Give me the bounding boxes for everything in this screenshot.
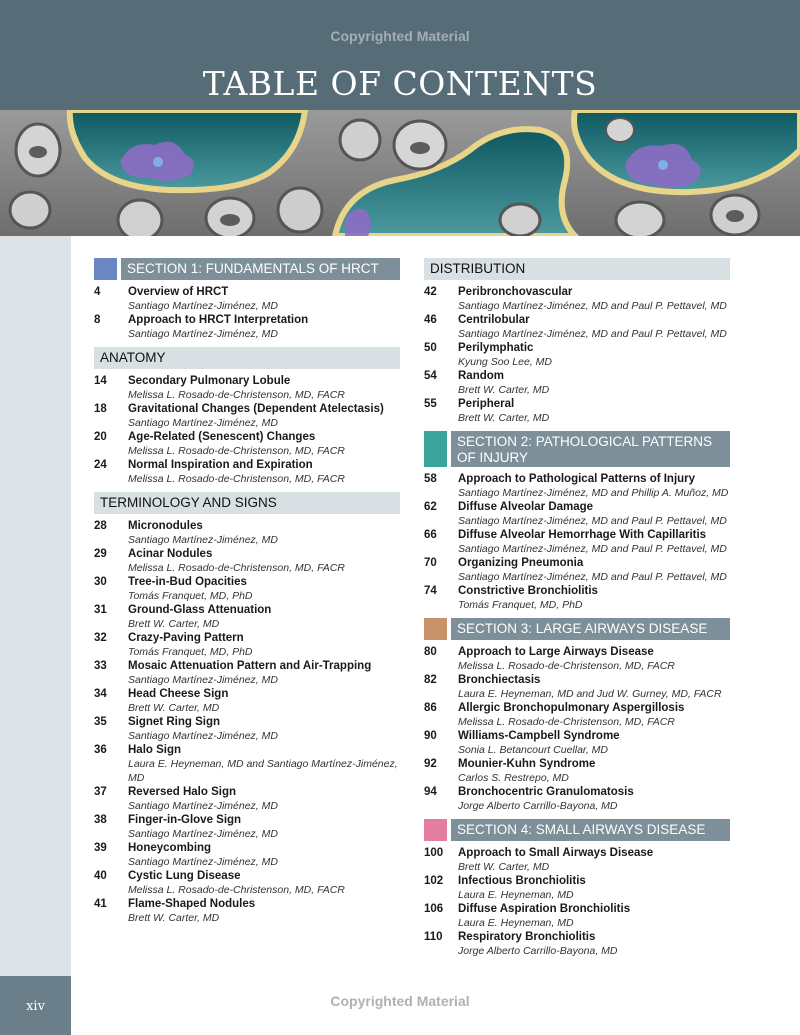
toc-entry[interactable] [94,547,400,575]
entry-page-number: 102 [424,875,444,887]
toc-entry[interactable] [94,458,400,486]
section-1-list [94,285,400,341]
toc-entry[interactable] [94,743,400,785]
toc-entry[interactable] [424,528,730,556]
toc-entry[interactable] [424,757,730,785]
entry-title: Peribronchovascular [458,286,573,298]
entry-page-number: 94 [424,786,437,798]
entry-author: Kyung Soo Lee, MD [458,356,552,368]
terminology-title: TERMINOLOGY AND SIGNS [94,492,400,514]
entry-title: Cystic Lung Disease [128,870,241,882]
entry-page-number: 66 [424,529,437,541]
entry-title: Random [458,370,504,382]
entry-title: Normal Inspiration and Expiration [128,459,313,471]
entry-author: Brett W. Carter, MD [128,618,220,630]
toc-left-column [94,258,400,925]
section-1-swatch [94,258,117,280]
entry-author: Santiago Martínez-Jiménez, MD and Phillip A. Muñoz, MD [458,487,729,499]
entry-author: Santiago Martínez-Jiménez, MD [128,828,278,840]
entry-page-number: 86 [424,702,437,714]
entry-title: Gravitational Changes (Dependent Atelectasis) [128,403,384,415]
entry-author: Santiago Martínez-Jiménez, MD [128,417,278,429]
entry-author: Laura E. Heyneman, MD and Santiago Martínez-Jiménez, MD [128,758,398,784]
entry-author: Melissa L. Rosado-de-Christenson, MD, FACR [458,660,675,672]
section-4-swatch [424,819,447,841]
entry-title: Centrilobular [458,314,530,326]
toc-entry[interactable] [94,659,400,687]
section-3-title: SECTION 3: LARGE AIRWAYS DISEASE [451,618,730,640]
toc-entry[interactable] [424,472,730,500]
toc-entry[interactable] [424,341,730,369]
entry-author: Santiago Martínez-Jiménez, MD [128,534,278,546]
entry-page-number: 106 [424,903,444,915]
toc-right-column [424,258,730,958]
toc-entry[interactable] [94,519,400,547]
entry-author: Santiago Martínez-Jiménez, MD and Paul P. Pettavel, MD [458,515,727,527]
section-4-title: SECTION 4: SMALL AIRWAYS DISEASE [451,819,730,841]
entry-page-number: 90 [424,730,437,742]
entry-author: Santiago Martínez-Jiménez, MD [128,800,278,812]
watermark-top: Copyrighted Material [330,28,470,44]
entry-author: Tomás Franquet, MD, PhD [128,646,253,658]
toc-entry[interactable] [424,584,730,612]
entry-author: Tomás Franquet, MD, PhD [128,590,253,602]
side-strip [0,236,71,976]
entry-author: Laura E. Heyneman, MD [458,917,574,929]
entry-author: Brett W. Carter, MD [128,912,220,924]
section-2-title: SECTION 2: PATHOLOGICAL PATTERNS OF INJURY [451,431,730,467]
entry-page-number: 92 [424,758,437,770]
toc-entry[interactable] [94,869,400,897]
toc-entry[interactable] [424,556,730,584]
toc-entry[interactable] [424,673,730,701]
entry-page-number: 36 [94,744,107,756]
entry-page-number: 18 [94,403,107,415]
entry-author: Melissa L. Rosado-de-Christenson, MD, FACR [128,473,345,485]
entry-title: Flame-Shaped Nodules [128,898,256,910]
distribution-list [424,285,730,425]
entry-author: Carlos S. Restrepo, MD [458,772,569,784]
entry-page-number: 42 [424,286,437,298]
entry-page-number: 70 [424,557,437,569]
entry-title: Tree-in-Bud Opacities [128,576,247,588]
entry-title: Respiratory Bronchiolitis [458,931,596,943]
section-4-list [424,846,730,958]
entry-title: Allergic Bronchopulmonary Aspergillosis [458,702,685,714]
toc-entry[interactable] [94,575,400,603]
entry-page-number: 28 [94,520,107,532]
entry-author: Santiago Martínez-Jiménez, MD [128,328,278,340]
entry-author: Santiago Martínez-Jiménez, MD and Paul P. Pettavel, MD [458,543,727,555]
entry-page-number: 54 [424,370,437,382]
anatomy-header [94,347,400,369]
entry-author: Jorge Alberto Carrillo-Bayona, MD [458,945,618,957]
toc-entry[interactable] [424,874,730,902]
section-1-title: SECTION 1: FUNDAMENTALS OF HRCT [121,258,400,280]
toc-entry[interactable] [94,897,400,925]
entry-title: Signet Ring Sign [128,716,220,728]
toc-entry[interactable] [424,285,730,313]
entry-page-number: 40 [94,870,107,882]
toc-entry[interactable] [424,701,730,729]
toc-entry[interactable] [424,369,730,397]
entry-author: Melissa L. Rosado-de-Christenson, MD, FACR [128,884,345,896]
entry-author: Brett W. Carter, MD [458,861,550,873]
entry-title: Approach to Pathological Patterns of Injury [458,473,696,485]
page-title: TABLE OF CONTENTS [202,64,598,103]
entry-title: Acinar Nodules [128,548,213,560]
entry-title: Head Cheese Sign [128,688,229,700]
toc-entry[interactable] [94,841,400,869]
entry-title: Diffuse Aspiration Bronchiolitis [458,903,631,915]
entry-title: Mosaic Attenuation Pattern and Air-Trapping [128,660,372,672]
anatomy-list [94,374,400,486]
entry-page-number: 34 [94,688,107,700]
anatomy-title: ANATOMY [94,347,400,369]
entry-page-number: 38 [94,814,107,826]
entry-page-number: 62 [424,501,437,513]
entry-title: Diffuse Alveolar Damage [458,501,594,513]
entry-page-number: 82 [424,674,437,686]
entry-page-number: 8 [94,314,101,326]
entry-title: Reversed Halo Sign [128,786,237,798]
entry-page-number: 33 [94,660,107,672]
toc-entry[interactable] [94,285,400,313]
toc-entry[interactable] [94,430,400,458]
entry-page-number: 14 [94,375,107,387]
entry-title: Approach to HRCT Interpretation [128,314,309,326]
page-number: xiv [26,999,45,1014]
entry-author: Santiago Martínez-Jiménez, MD [128,856,278,868]
entry-title: Mounier-Kuhn Syndrome [458,758,596,770]
terminology-header [94,492,400,514]
entry-page-number: 24 [94,459,107,471]
toc-entry[interactable] [424,930,730,958]
entry-title: Ground-Glass Attenuation [128,604,272,616]
entry-page-number: 41 [94,898,107,910]
entry-page-number: 31 [94,604,107,616]
entry-page-number: 110 [424,931,443,943]
entry-page-number: 80 [424,646,437,658]
entry-title: Age-Related (Senescent) Changes [128,431,316,443]
toc-entry[interactable] [94,631,400,659]
entry-author: Santiago Martínez-Jiménez, MD [128,730,278,742]
section-3-list [424,645,730,813]
section-2-swatch [424,431,447,467]
entry-page-number: 32 [94,632,107,644]
terminology-list [94,519,400,925]
section-3-header [424,618,730,640]
entry-title: Overview of HRCT [128,286,229,298]
entry-author: Brett W. Carter, MD [458,384,550,396]
entry-title: Williams-Campbell Syndrome [458,730,620,742]
toc-entry[interactable] [94,715,400,743]
toc-entry[interactable] [424,902,730,930]
section-4-header [424,819,730,841]
entry-author: Santiago Martínez-Jiménez, MD [128,674,278,686]
entry-page-number: 100 [424,847,444,859]
entry-page-number: 50 [424,342,437,354]
entry-title: Bronchocentric Granulomatosis [458,786,634,798]
entry-author: Brett W. Carter, MD [458,412,550,424]
entry-title: Peripheral [458,398,515,410]
entry-title: Halo Sign [128,744,182,756]
toc-entry[interactable] [424,785,730,813]
entry-title: Secondary Pulmonary Lobule [128,375,291,387]
toc-entry[interactable] [424,645,730,673]
entry-author: Laura E. Heyneman, MD [458,889,574,901]
toc-entry[interactable] [94,785,400,813]
entry-title: Infectious Bronchiolitis [458,875,586,887]
entry-page-number: 29 [94,548,107,560]
entry-page-number: 35 [94,716,107,728]
distribution-header [424,258,730,280]
entry-author: Santiago Martínez-Jiménez, MD and Paul P. Pettavel, MD [458,571,727,583]
toc-entry[interactable] [94,813,400,841]
toc-entry[interactable] [424,313,730,341]
entry-page-number: 39 [94,842,107,854]
entry-page-number: 74 [424,585,437,597]
toc-entry[interactable] [94,374,400,402]
toc-entry[interactable] [424,397,730,425]
distribution-title: DISTRIBUTION [424,258,730,280]
entry-page-number: 4 [94,286,101,298]
entry-title: Approach to Small Airways Disease [458,847,654,859]
entry-title: Crazy-Paving Pattern [128,632,244,644]
entry-title: Organizing Pneumonia [458,557,584,569]
entry-title: Diffuse Alveolar Hemorrhage With Capillaritis [458,529,707,541]
section-3-swatch [424,618,447,640]
entry-title: Bronchiectasis [458,674,541,686]
entry-title: Constrictive Bronchiolitis [458,585,598,597]
entry-author: Laura E. Heyneman, MD and Jud W. Gurney, MD, FACR [458,688,722,700]
toc-entry[interactable] [424,500,730,528]
entry-page-number: 20 [94,431,107,443]
toc-entry[interactable] [94,313,400,341]
section-2-header [424,431,730,467]
entry-author: Santiago Martínez-Jiménez, MD and Paul P. Pettavel, MD [458,300,727,312]
entry-author: Melissa L. Rosado-de-Christenson, MD, FACR [128,445,345,457]
alveoli-illustration [0,110,800,236]
entry-author: Jorge Alberto Carrillo-Bayona, MD [458,800,618,812]
section-2-list [424,472,730,612]
page-header [0,0,800,110]
entry-author: Melissa L. Rosado-de-Christenson, MD, FACR [128,562,345,574]
entry-page-number: 46 [424,314,437,326]
toc-entry[interactable] [94,402,400,430]
entry-author: Tomás Franquet, MD, PhD [458,599,583,611]
entry-author: Santiago Martínez-Jiménez, MD and Paul P. Pettavel, MD [458,328,727,340]
entry-page-number: 37 [94,786,107,798]
toc-entry[interactable] [94,603,400,631]
entry-page-number: 58 [424,473,437,485]
entry-page-number: 55 [424,398,437,410]
entry-author: Melissa L. Rosado-de-Christenson, MD, FACR [128,389,345,401]
entry-author: Brett W. Carter, MD [128,702,220,714]
entry-page-number: 30 [94,576,107,588]
section-1-header [94,258,400,280]
toc-entry[interactable] [424,846,730,874]
entry-title: Micronodules [128,520,203,532]
toc-entry[interactable] [94,687,400,715]
toc-entry[interactable] [424,729,730,757]
entry-title: Honeycombing [128,842,212,854]
entry-author: Melissa L. Rosado-de-Christenson, MD, FACR [458,716,675,728]
watermark-bottom: Copyrighted Material [330,993,470,1009]
entry-author: Sonia L. Betancourt Cuellar, MD [458,744,608,756]
entry-author: Santiago Martínez-Jiménez, MD [128,300,278,312]
entry-title: Approach to Large Airways Disease [458,646,654,658]
entry-title: Perilymphatic [458,342,534,354]
entry-title: Finger-in-Glove Sign [128,814,242,826]
